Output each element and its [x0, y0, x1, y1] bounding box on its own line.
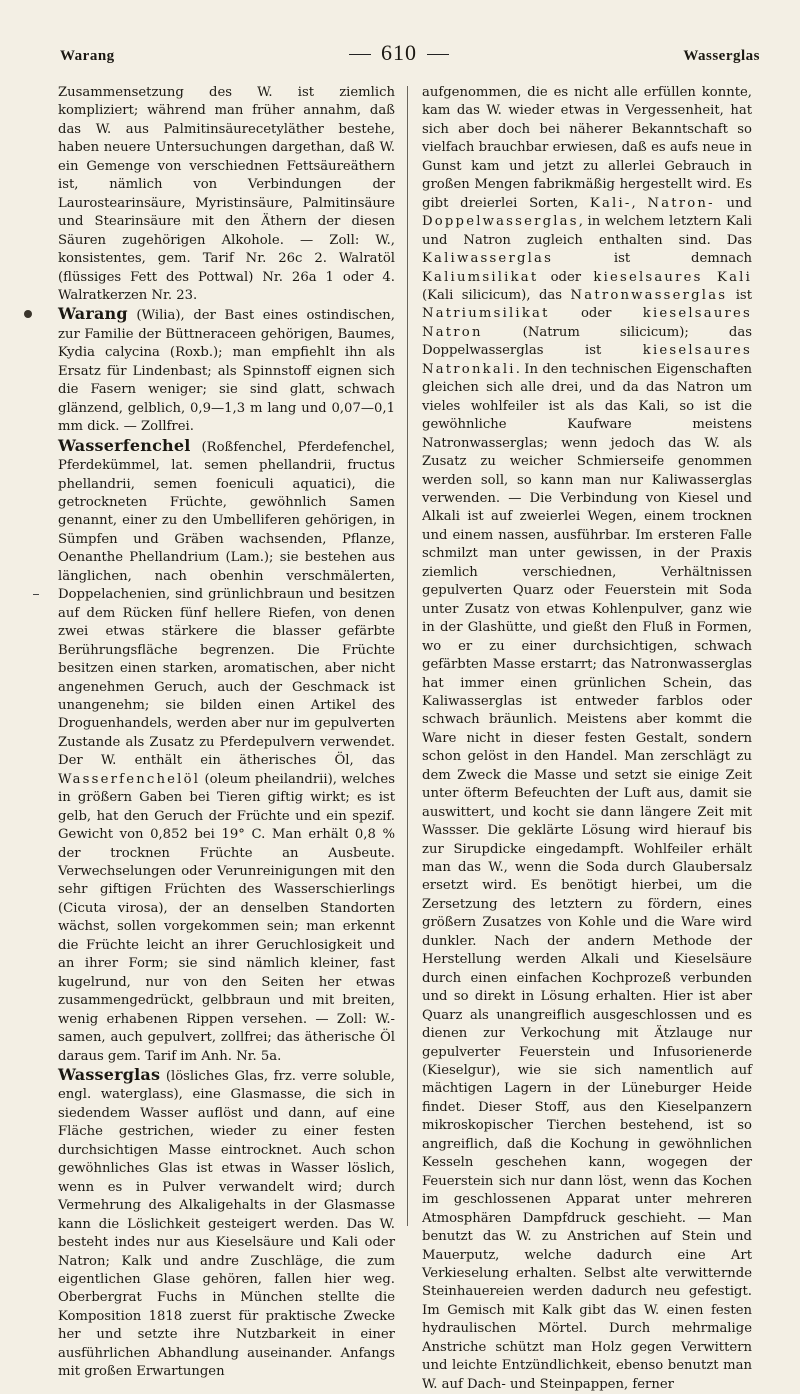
- margin-ink-mark: [24, 310, 32, 318]
- text-und: und: [714, 195, 752, 211]
- entry-warang: [58, 305, 395, 436]
- term-kali: Kali-: [589, 195, 632, 211]
- page-number-block: [339, 40, 459, 66]
- entry-wasserfenchel: [58, 437, 395, 1066]
- entry-warang-text: (Wilia), der Bast eines ostindischen, zur Familie der Büttneraceen gehörigen, Baumes, Kydia calycina (Roxb.); man empfiehlt ihn als Ersatz für Lindenbast; als Spinnstoff eignen sich die Fasern weniger; sie sind glatt, schwach glänzend, gelblich, 0,9—1,3 m lang und 0,07—0,1 mm dick. — Zollfrei.: [58, 308, 395, 435]
- text-r3: ist demnach: [553, 251, 752, 267]
- entry-wasserfenchel-text-1: (Roßfenchel, Pferdefenchel, Pferdekümmel, lat. semen phellandrii, fructus phellandrii, semen foeniculi aquatici), die getrockneten Früchte, gewöhnlich Samen genannt, einer zu den Umbelliferen gehörigen, in Sümpfen und Gräben wachsenden, Pflanze, Oenanthe Phellandrium (Lam.); sie bestehen aus länglichen, nach obenhin verschmälerten, Doppelachenien, sind grünlichbraun und besitzen auf dem Rücken fünf hellere Riefen, von denen zwei etwas stärkere die blasser gefärbte Berührungsfläche begrenzen. Die Früchte besitzen einen starken, aromatischen, aber nicht angenehmen Geruch, auch der Geschmack ist unangenehm; sie bilden einen Artikel des Droguenhandels, werden aber nur im gepulverten Zustande als Zusatz zu Pferdepulvern verwendet. Der W. enthält ein ätherisches Öl, das: [58, 439, 395, 769]
- term-kieselsaures-natron: kieselsaures Natron: [422, 306, 752, 340]
- term-natron: Natron-: [647, 195, 715, 211]
- term-doppelwasserglas: Doppelwasserglas: [422, 214, 579, 230]
- header-dash-right: [427, 54, 449, 55]
- term-kaliumsilikat: Kaliumsilikat: [422, 269, 539, 285]
- text-r4: oder: [538, 269, 594, 285]
- text-r7: oder: [549, 306, 643, 322]
- headword-wasserglas: Wasserglas: [58, 1065, 161, 1085]
- term-kieselsaures-kali: kieselsaures Kali: [593, 269, 753, 285]
- entry-wasserglas-text: (lösliches Glas, frz. verre soluble, engl. waterglass), eine Glasmasse, die sich in siedendem Wasser auflöst und dann, auf eine Fläche gestrichen, wieder zu einer festen durchsichtigen Masse eintrocknet. Auch schon gewöhnliches Glas ist etwas in Wasser löslich, wenn es in Pulver verwandelt wird; durch Vermehrung des Alkaligehalts in der Glasmasse kann die Löslichkeit gesteigert werden. Das W. besteht indes nur aus Kieselsäure und Kali oder Natron; Kalk und andre Zuschläge, die zum eigentlichen Glase gehören, fallen hier weg. Oberbergrat Fuchs in München stellte die Komposition 1818 zuerst für praktische Zwecke her und setzte ihre Nutzbarkeit in einer ausführlichen Abhandlung auseinander. Anfangs mit großen Erwartungen: [58, 1069, 395, 1380]
- entry-wasserglas-continued: [422, 84, 752, 1394]
- text-r6: ist: [727, 287, 753, 303]
- header-dash-left: [349, 54, 371, 55]
- term-natriumsilikat: Natriumsilikat: [422, 306, 550, 322]
- entry-wasserglas: [58, 1066, 395, 1382]
- page-number: 610: [381, 40, 417, 65]
- text-sep1: ,: [631, 195, 648, 211]
- term-kaliwasserglas: Kaliwasserglas: [422, 251, 554, 267]
- right-column: [422, 84, 753, 1392]
- paragraph-walrat-continued: Zusammensetzung des W. ist ziemlich kompliziert; während man früher annahm, daß das W. aus Palmitinsäurecetyläther bestehe, haben neuere Untersuchungen dargethan, daß W. ein Gemenge von verschiednen Fettsäureäthern ist, nämlich von Verbindungen der Laurostearinsäure, Myristinsäure, Palmitinsäure und Stearinsäure mit den Äthern der diesen Säuren zugehörigen Alkohole. — Zoll: W., konsistentes, gem. Tarif Nr. 26c 2. Walratöl (flüssiges Fett des Pottwal) Nr. 26a 1 oder 4. Walratkerzen Nr. 23.: [58, 85, 395, 303]
- header-right-keyword: Wasserglas: [683, 48, 760, 64]
- headword-warang: Warang: [58, 304, 128, 324]
- text-r8: (Natrum silicicum); das Doppelwasserglas ist: [422, 324, 752, 359]
- term-kieselsaures-natronkali: kieselsaures Natronkali: [422, 343, 752, 377]
- term-natronwasserglas: Natronwasserglas: [570, 287, 728, 303]
- text-r5: (Kali silicicum), das: [422, 287, 571, 303]
- header-left-keyword: Warang: [60, 48, 115, 64]
- term-wasserfenchelol: Wasserfenchelöl: [58, 771, 201, 787]
- text-r2: , in welchem letztern Kali und Natron zugleich enthalten sind. Das: [422, 214, 752, 248]
- headword-wasserfenchel: Wasserfenchel: [58, 435, 191, 455]
- entry-wasserfenchel-text-2: (oleum pheilandrii), welches in größern Gaben bei Tieren giftig wirkt; es ist gelb, hat den Geruch der Früchte und ein spezif. Gewicht von 0,852 bei 19° C. Man erhält 0,8 % der trocknen Früchte an Ausbeute. Verwechselungen oder Verunreinigungen mit den sehr giftigen Früchten des Wasserschierlings (Cicuta virosa), der an denselben Standorten wächst, sollen vorgekommen sein; man erkennt die Früchte leicht an ihrer Geruchlosigkeit und an ihrer Form; sie sind nämlich kleiner, fast kugelrund, nur von den Seiten her etwas zusammengedrückt, gelbbraun und mit breiten, wenig erhabenen Rippen versehen. — Zoll: W.-samen, auch gepulvert, zollfrei; das ätherische Öl daraus gem. Tarif im Anh. Nr. 5a.: [58, 771, 395, 1064]
- left-column: [58, 84, 395, 1380]
- margin-tick-mark: [33, 594, 39, 595]
- running-head: [60, 40, 760, 70]
- text-r9: . In den technischen Eigenschaften gleichen sich alle drei, und da das Natron um vieles wohlfeiler ist als das Kali, so ist die gewöhnliche Kaufware meistens Natronwasserglas; wenn jedoch das W. als Zusatz zu weicher Schmierseife genommen werden soll, so kann man nur Kaliwasserglas verwenden. — Die Verbindung von Kiesel und Alkali ist auf zweierlei Wegen, einem trocknen und einem nassen, ausführbar. Im ersteren Falle schmilzt man unter gewissen, in der Praxis ziemlich verschiednen, Verhältnissen gepulverten Quarz oder Feuerstein mit Soda unter Zusatz von etwas Kohlenpulver, ganz wie in der Glashütte, und gießt den Fluß in Formen, wo er zu einer durchsichtigen, schwach gefärbten Masse erstarrt; das Natronwasserglas hat immer einen grünlichen Schein, das Kaliwasserglas ist entweder farblos oder schwach bräunlich. Meistens aber kommt die Ware nicht in dieser festen Gestalt, sondern schon gelöst in den Handel. Man zerschlägt zu dem Zweck die Masse und setzt sie einige Zeit unter öfterm Befeuchten der Luft aus, damit sie auswittert, und kocht sie dann längere Zeit mit Wassser. Die geklärte Lösung wird hierauf bis zur Sirupdicke eingedampft. Wohlfeiler erhält man das W., wenn die Soda durch Glaubersalz ersetzt wird. Es benötigt hierbei, um die Zersetzung des letztern zu fördern, eines größern Zusatzes von Kohle und die Ware wird dunkler. Nach der andern Methode der Herstellung werden Alkali und Kieselsäure durch einen einfachen Kochprozeß verbunden und so direkt in Lösung erhalten. Hier ist aber Quarz als unangreiflich ausgeschlossen und es dienen zur Verkochung mit Ätzlauge nur gepulverter Feuerstein und Infusorienerde (Kieselgur), wie sie sich namentlich auf mächtigen Lagern in der Lüneburger Heide findet. Dieser Stoff, aus den Kieselpanzern mikroskopischer Tierchen bestehend, ist so angreiflich, daß die Kochung in gewöhnlichen Kesseln geschehen kann, wogegen der Feuerstein sich nur dann löst, wenn das Kochen im geschlossenen Apparat unter mehreren Atmosphären Dampfdruck geschieht. — Man benutzt das W. zu Anstrichen auf Stein und Mauerputz, welche dadurch eine Art Verkieselung erhalten. Selbst alte verwitternde Steinhauereien werden dadurch neu gefestigt. Im Gemisch mit Kalk gibt das W. einen festen hydraulischen Mörtel. Durch mehrmalige Anstriche schützt man Holz gegen Verwittern und leichte Entzündlichkeit, ebenso benutzt man W. auf Dach- und Steinpappen, ferner: [422, 361, 752, 1392]
- column-divider: [407, 86, 408, 1226]
- text-r1: aufgenommen, die es nicht alle erfüllen konnte, kam das W. wieder etwas in Vergessenheit, hat sich aber doch bei näherer Bekanntschaft so vielfach brauchbar erwiesen, daß es aufs neue in Gunst kam und jetzt zu allerlei Gebrauch in großen Mengen fabrikmäßig hergestellt wird. Es gibt dreierlei Sorten,: [422, 85, 752, 211]
